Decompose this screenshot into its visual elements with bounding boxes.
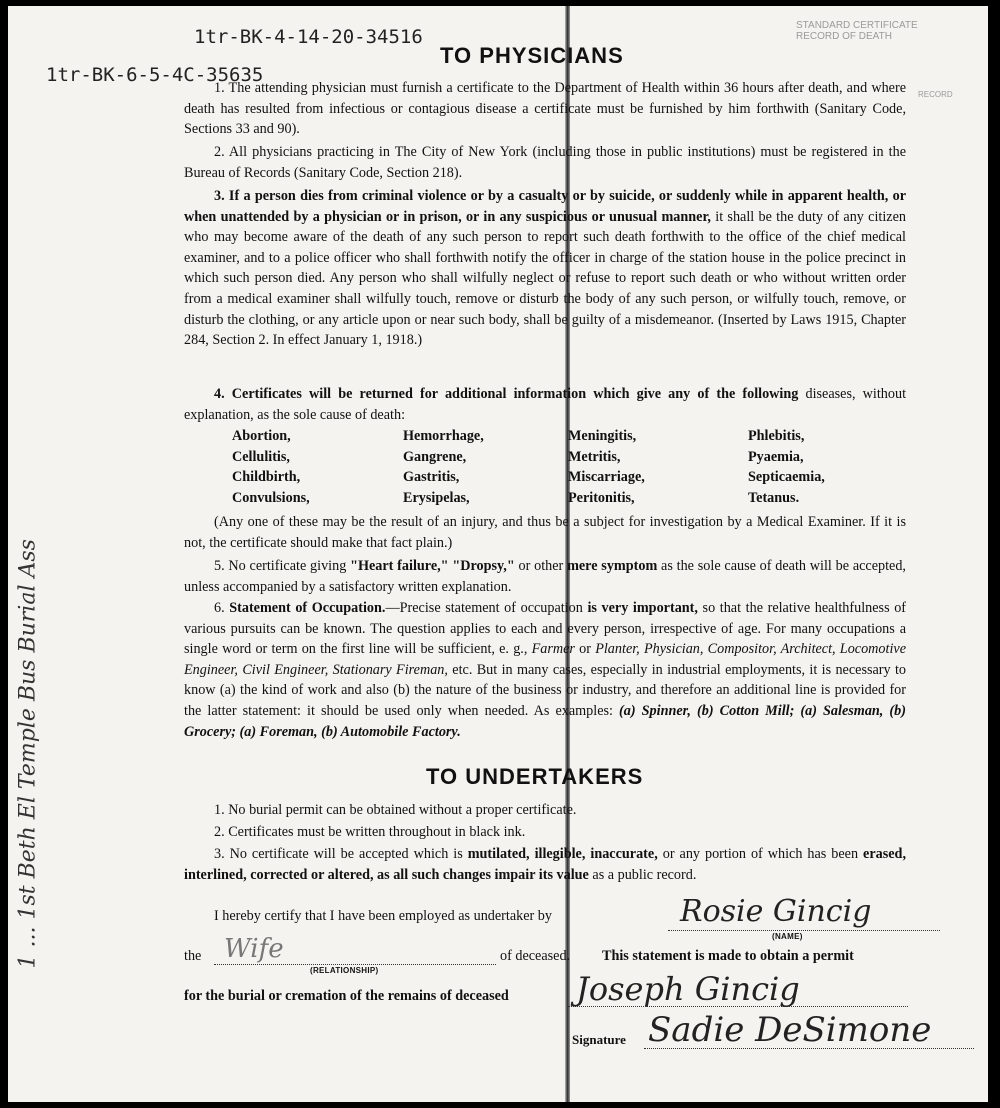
para-6-i: etc. But in many cases, especially in industrial employments, it is necessary to know (a) the kind of work and also (b) the nature of the business or industry, and therefore an additional line is provided for the latter statement: it should be used only when needed. As examples:: [184, 661, 906, 719]
disease-item: Gangrene,: [403, 448, 467, 465]
para-6-c: —Precise statement of occupation: [385, 600, 588, 616]
disease-item: Childbirth,: [232, 469, 301, 486]
physicians-para-6: [184, 598, 906, 742]
disease-item: Abortion,: [232, 428, 291, 444]
u3-a: 3. No certificate will be accepted which is: [214, 846, 468, 862]
physicians-heading: TO PHYSICIANS: [440, 43, 624, 68]
disease-col-1: [232, 426, 310, 508]
u2-text: 2. Certificates must be written throughout in black ink.: [214, 824, 526, 840]
para-6-g: or: [574, 641, 596, 658]
u3-e: as a public record.: [588, 866, 697, 883]
para-4-text: diseases, without explanation, as the sole cause of death:: [184, 386, 907, 423]
disease-item: Hemorrhage,: [403, 428, 484, 444]
document-sheet: [8, 6, 988, 1102]
disease-item: Phlebitis,: [748, 428, 805, 444]
stamp-line-1: STANDARD CERTIFICATE: [796, 20, 918, 31]
u1-text: 1. No burial permit can be obtained without a proper certificate.: [214, 802, 577, 818]
para-5-c: or other: [514, 558, 568, 574]
relationship-handwritten: Wife: [224, 934, 284, 964]
para-6-e: so that the relative healthfulness of various pursuits can be known. The question applies to each and every person, irrespective of age. For many occupations a single word or term on the first line will be sufficient, e. g.,: [184, 600, 907, 658]
para-6-a: 6.: [214, 600, 230, 616]
stamp-line-2: RECORD OF DEATH: [796, 31, 892, 42]
physicians-para-2: [184, 142, 906, 183]
undertakers-para-3: [184, 844, 906, 885]
stamp-side: RECORD: [918, 90, 953, 99]
disease-item: Erysipelas,: [403, 489, 470, 506]
physicians-para-4-note: [184, 512, 906, 553]
para-5-b: "Heart failure," "Dropsy,": [350, 558, 515, 574]
relationship-label: (RELATIONSHIP): [310, 966, 379, 975]
file-number-2: 1tr-BK-6-5-4C-35635: [46, 64, 264, 86]
para-1-text: 1. The attending physician must furnish a certificate to the Department of Health within 36 hours after death, and where death has resulted from infectious or contagious disease a certificate must be furnished by him forthwith (Sanitary Code, Sections 33 and 90).: [184, 80, 906, 138]
physicians-para-5: [184, 556, 906, 597]
disease-item: Cellulitis,: [232, 448, 290, 465]
the-label: the: [184, 948, 202, 964]
signature-label: Signature: [572, 1032, 626, 1047]
disease-col-2: [403, 426, 484, 508]
u3-b: mutilated, illegible, inaccurate,: [467, 846, 658, 862]
u3-d: erased, interlined, corrected or altered, as all such changes impair its value: [184, 846, 906, 883]
para-3-bold: 3. If a person dies from criminal violence or by a casualty or by suicide, or suddenly while in apparent health, or when unattended by a physician or in prison, or in any suspicious or unusual manner,: [184, 188, 906, 225]
burial-text: for the burial or cremation of the remains of deceased: [184, 988, 509, 1004]
of-deceased-text: of deceased.: [500, 948, 571, 964]
para-6-j: (a) Spinner, (b) Cotton Mill; (a) Salesman, (b) Grocery; (a) Foreman, (b) Automobile Factory.: [184, 702, 906, 740]
para-6-h: Planter, Physician, Compositor, Architect, Locomotive Engineer, Civil Engineer, Stationary Fireman,: [184, 641, 906, 678]
disease-item: Miscarriage,: [568, 469, 645, 486]
disease-col-3: [568, 426, 645, 508]
para-4-bold: 4. Certificates will be returned for additional information which give any of the following: [214, 386, 799, 402]
u3-c: or any portion of which has been: [657, 846, 864, 862]
physicians-para-3: [184, 186, 906, 351]
disease-item: Tetanus.: [748, 489, 800, 506]
name-handwritten: Rosie Gincig: [680, 894, 872, 929]
undertakers-heading: TO UNDERTAKERS: [426, 764, 644, 789]
name-line: [668, 930, 940, 931]
para-5-e: as the sole cause of death will be accepted, unless accompanied by a satisfactory written explanation.: [184, 558, 906, 595]
statement-text: This statement is made to obtain a permit: [602, 948, 854, 964]
undertakers-para-1: [184, 800, 906, 821]
disease-item: Pyaemia,: [748, 448, 804, 465]
para-6-b: Statement of Occupation.: [229, 600, 386, 616]
name-label: (NAME): [772, 932, 803, 941]
disease-item: Metritis,: [568, 448, 621, 465]
para-6-d: is very important,: [587, 600, 698, 616]
physicians-para-1: [184, 78, 906, 140]
certify-text: I hereby certify that I have been employed as undertaker by: [214, 908, 552, 924]
para-5-d: mere symptom: [567, 558, 658, 574]
para-6-f: Farmer: [531, 641, 575, 658]
deceased-handwritten: Joseph Gincig: [576, 970, 800, 1008]
para-2-text: 2. All physicians practicing in The City of New York (including those in public institutions) must be registered in the Bureau of Records (Sanitary Code, Section 218).: [184, 144, 906, 181]
undertakers-para-2: [184, 822, 906, 843]
relationship-line: [214, 964, 496, 965]
signature-handwritten: Sadie DeSimone: [648, 1010, 932, 1050]
disease-item: Gastritis,: [403, 469, 460, 486]
para-3-text: it shall be the duty of any citizen who may become aware of the death of any such person to report such death forthwith to the office of the chief medical examiner, and to a police officer who shall forthwith notify the officer in charge of the station house in the police precinct in which such person died. Any person who shall wilfully neglect or refuse to report such death or who without written order from a medical examiner shall wilfully touch, remove or disturb the body of any such person, or wilfully touch, remove, or disturb the clothing, or any article upon or near such body, shall be guilty of a misdemeanor. (Inserted by Laws 1915, Chapter 284, Section 2. In effect January 1, 1918.): [184, 208, 906, 349]
para-4-note-text: (Any one of these may be the result of an injury, and thus be a subject for investigation by a Medical Examiner. If it is not, the certificate should make that fact plain.): [184, 514, 906, 551]
disease-item: Convulsions,: [232, 489, 310, 506]
physicians-para-4: [184, 384, 906, 425]
stamp-top-right: [796, 20, 918, 42]
para-5-a: 5. No certificate giving: [214, 558, 351, 574]
disease-item: Peritonitis,: [568, 489, 635, 506]
disease-col-4: [748, 426, 825, 508]
margin-handwriting: 1 ... 1st Beth El Temple Bus Burial Ass: [15, 539, 41, 969]
disease-item: Septicaemia,: [748, 469, 825, 486]
disease-item: Meningitis,: [568, 428, 637, 444]
file-number-1: 1tr-BK-4-14-20-34516: [194, 26, 423, 48]
